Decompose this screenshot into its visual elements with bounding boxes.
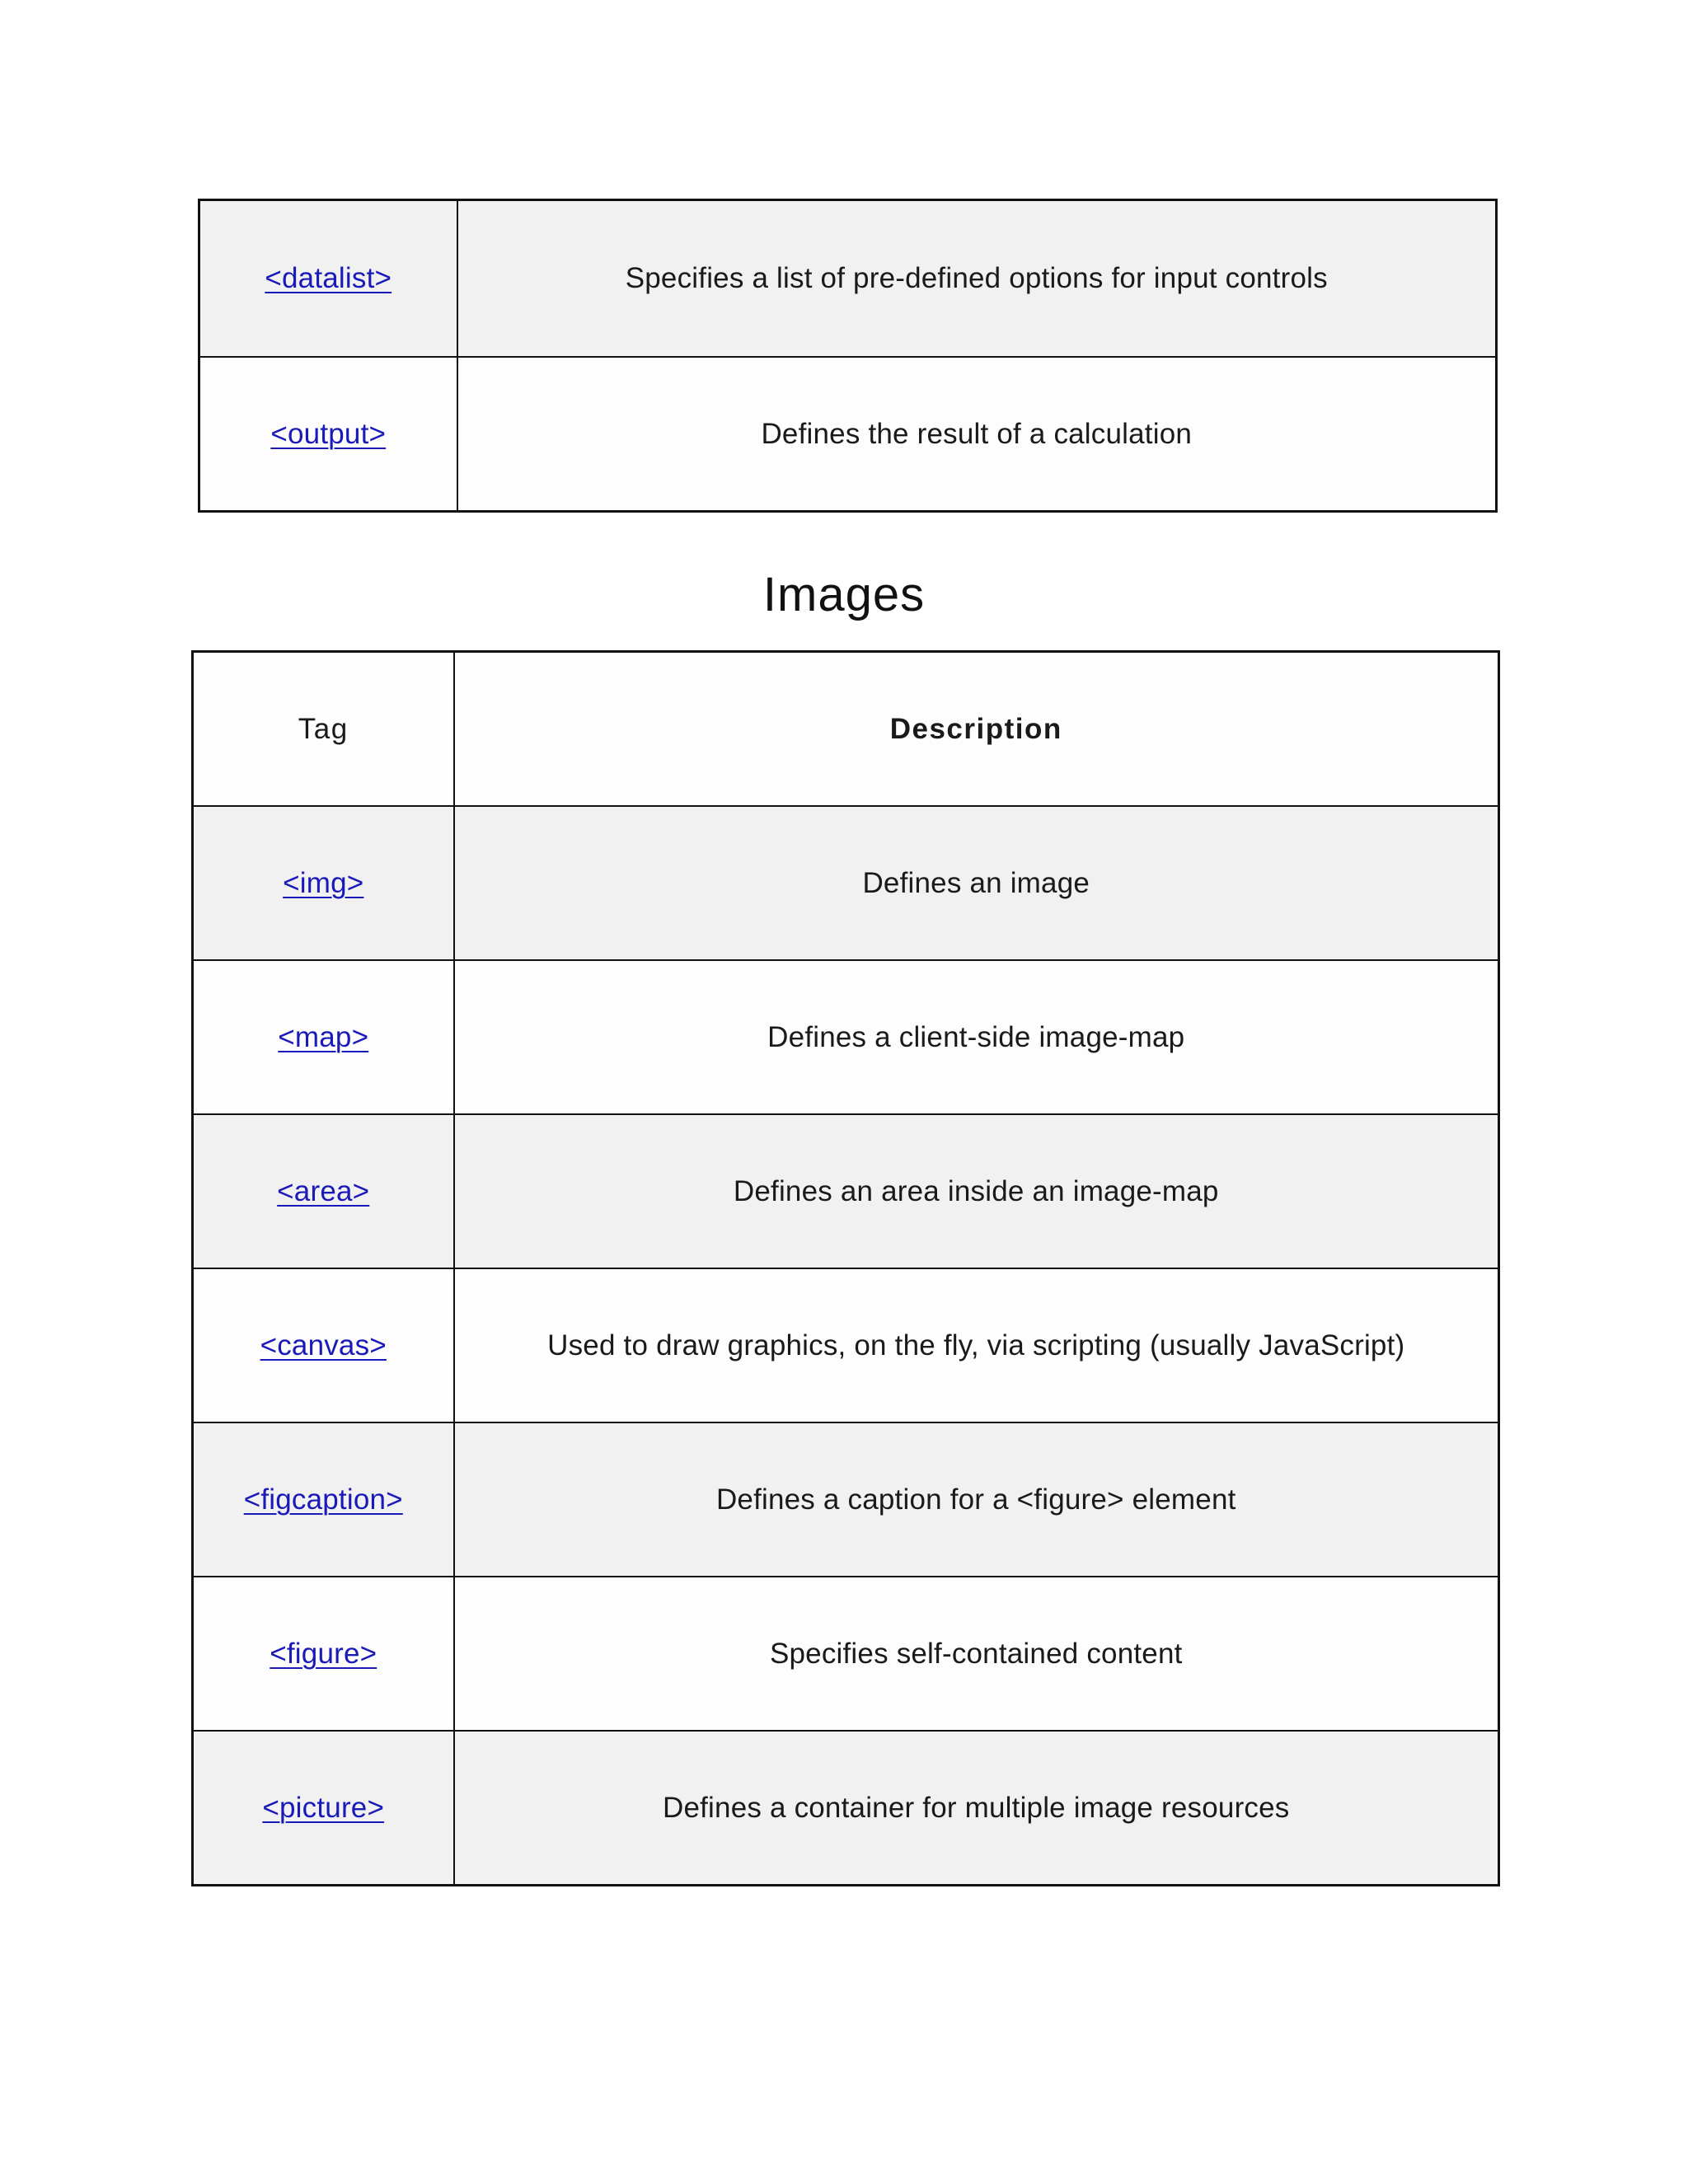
tag-link-output[interactable]: <output> [270,417,387,450]
tag-link-img[interactable]: <img> [283,866,364,899]
tag-cell [199,357,457,512]
tag-link-canvas[interactable]: <canvas> [260,1329,387,1361]
tag-link-area[interactable]: <area> [277,1174,370,1207]
table-row [193,1731,1499,1886]
table-row [193,1577,1499,1731]
description-cell: Defines an image [454,806,1499,960]
tag-link-picture[interactable]: <picture> [262,1791,385,1824]
description-cell: Defines the result of a calculation [457,357,1497,512]
tag-cell [193,1577,454,1731]
description-cell: Used to draw graphics, on the fly, via scripting (usually JavaScript) [454,1268,1499,1422]
tag-cell [199,200,457,358]
table-row [193,1268,1499,1422]
tag-cell [193,1114,454,1268]
table-row [193,960,1499,1114]
tag-cell [193,806,454,960]
description-cell: Defines an area inside an image-map [454,1114,1499,1268]
images-tag-table [191,650,1500,1886]
description-cell: Specifies self-contained content [454,1577,1499,1731]
description-cell: Defines a container for multiple image resources [454,1731,1499,1886]
table-row [199,200,1497,358]
description-cell: Defines a caption for a <figure> element [454,1422,1499,1577]
tag-cell [193,1268,454,1422]
tag-cell [193,1731,454,1886]
table-row [193,806,1499,960]
tag-link-figcaption[interactable]: <figcaption> [243,1483,403,1516]
section-title: Images [762,568,926,621]
table-row [193,1114,1499,1268]
tag-link-datalist[interactable]: <datalist> [265,262,392,294]
tag-cell [193,1422,454,1577]
tag-link-map[interactable]: <map> [278,1020,369,1053]
column-header-tag: Tag [193,652,454,807]
column-header-description: Description [454,652,1499,807]
table-row [193,1422,1499,1577]
top-tag-table [198,199,1498,513]
description-cell: Defines a client-side image-map [454,960,1499,1114]
table-row [199,357,1497,512]
tag-cell [193,960,454,1114]
tag-link-figure[interactable]: <figure> [270,1637,377,1670]
table-header-row [193,652,1499,807]
description-cell: Specifies a list of pre-defined options for input controls [457,200,1497,358]
